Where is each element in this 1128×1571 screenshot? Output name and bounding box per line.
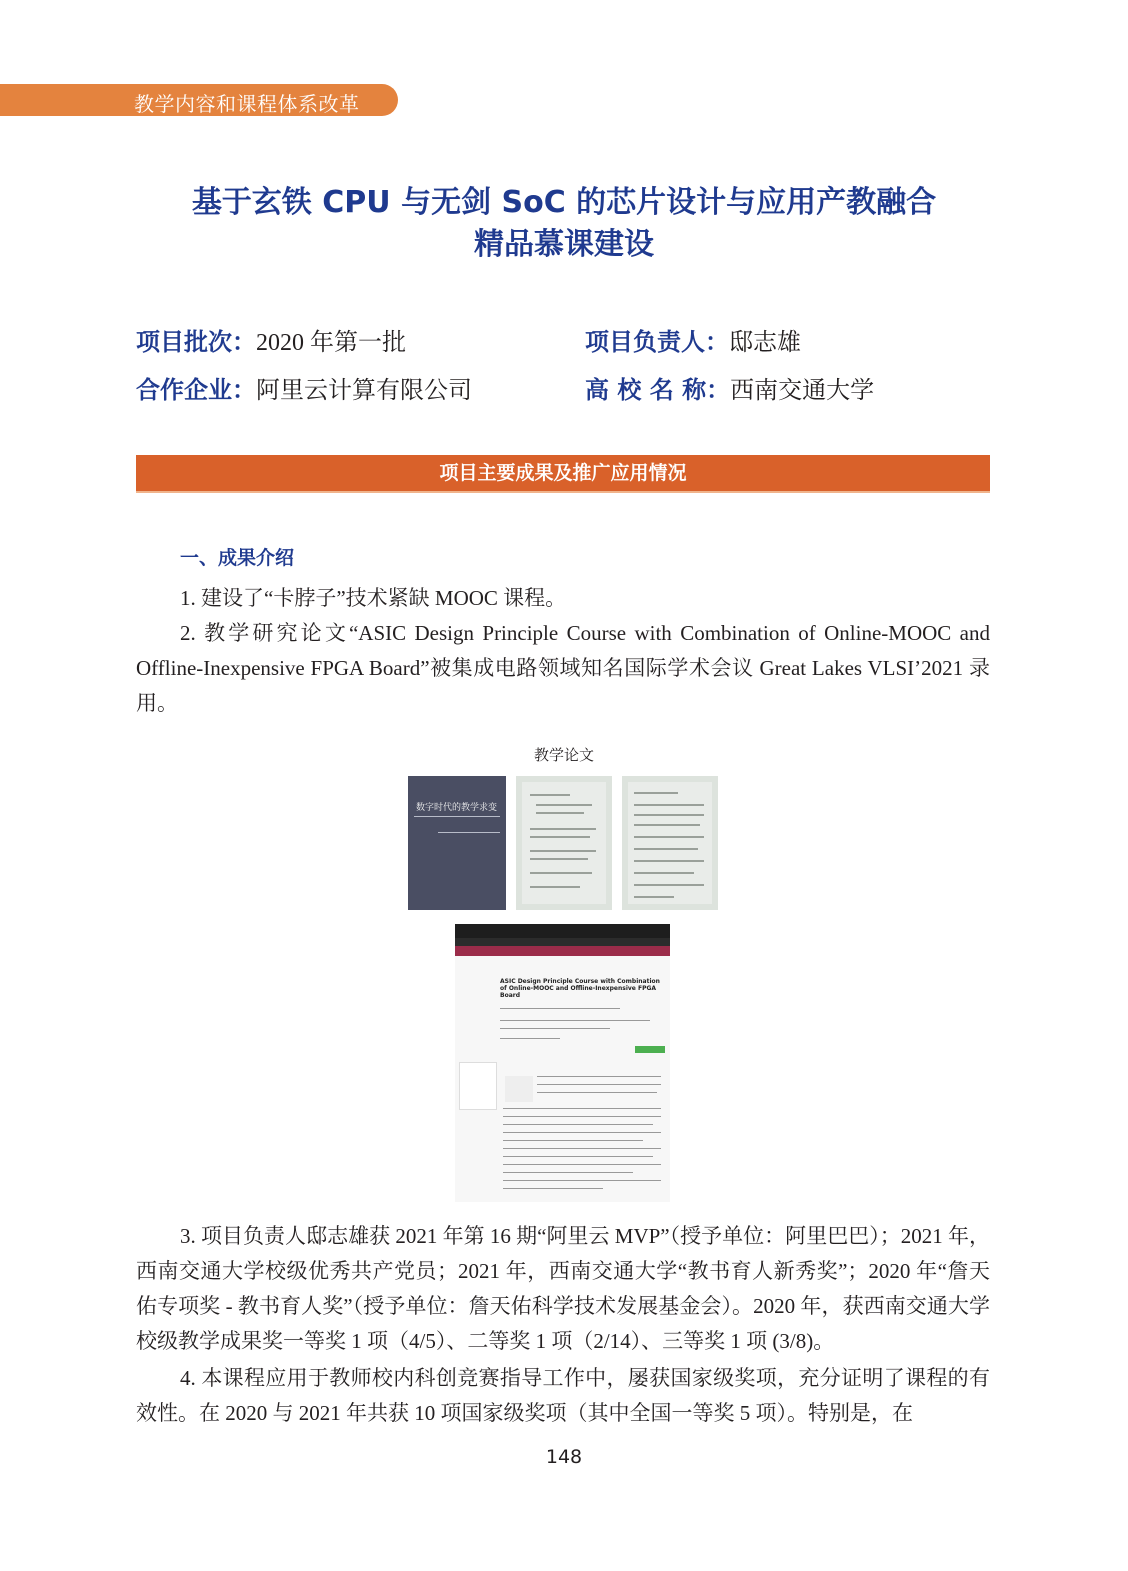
figure-caption: 教学论文 bbox=[533, 746, 594, 764]
meta-company bbox=[136, 370, 472, 405]
paragraph-1: 1. 建设了“卡脖子”技术紧缺 MOOC 课程。 bbox=[180, 586, 567, 610]
paper-page-image-2 bbox=[622, 776, 718, 910]
leader-label: 项目负责人： bbox=[585, 328, 729, 356]
school-label: 高 校 名 称： bbox=[585, 376, 731, 404]
abstract-figure bbox=[505, 1076, 533, 1102]
company-value: 阿里云计算有限公司 bbox=[256, 378, 472, 404]
leader-value: 邸志雄 bbox=[729, 330, 801, 356]
company-label: 合作企业： bbox=[136, 376, 256, 404]
paragraph-2: 2. 教学研究论文“ASIC Design Principle Course with Combination of Online-MOOC and Offline-Inexpensive FPGA Board”被集成电路领域知名国际学术会议 Great Lakes VLSI’2021 录用。 bbox=[136, 621, 990, 715]
paragraph-3: 3. 项目负责人邸志雄获 2021 年第 16 期“阿里云 MVP”（授予单位：阿里巴巴）；2021 年，西南交通大学校级优秀共产党员；2021 年，西南交通大学“教书育人新秀奖”；2020 年“詹天佑专项奖 - 教书育人奖”（授予单位：詹天佑科学技术发展基金会）。2020 年，获西南交通大学校级教学成果奖一等奖 1 项（4/5）、二等奖 1 项（2/14）、三等奖 1 项 (3/8)。 bbox=[136, 1224, 990, 1353]
school-value: 西南交通大学 bbox=[730, 378, 875, 404]
page-title-line-2: 精品慕课建设 bbox=[474, 227, 654, 262]
proceedings-cover bbox=[459, 1062, 497, 1110]
section-banner bbox=[136, 455, 990, 493]
site-subnav bbox=[455, 946, 670, 956]
meta-batch bbox=[136, 322, 406, 357]
site-nav bbox=[455, 938, 670, 946]
meta-leader bbox=[585, 322, 801, 357]
section-tab-label: 教学内容和课程体系改革 bbox=[134, 92, 360, 116]
batch-label: 项目批次： bbox=[136, 328, 256, 356]
batch-value: 2020 年第一批 bbox=[256, 330, 406, 356]
page-title bbox=[0, 182, 1128, 266]
conference-webpage-screenshot bbox=[455, 924, 670, 1202]
page-title-line-1: 基于玄铁 CPU 与无剑 SoC 的芯片设计与应用产教融合 bbox=[191, 185, 937, 220]
meta-school bbox=[585, 370, 874, 405]
download-badge bbox=[635, 1046, 665, 1053]
section-tab bbox=[0, 84, 398, 116]
section-heading: 一、成果介绍 bbox=[180, 547, 295, 569]
page-number: 148 bbox=[545, 1446, 583, 1468]
divider bbox=[414, 816, 500, 817]
paragraph-4: 4. 本课程应用于教师校内科创竞赛指导工作中，屡获国家级奖项，充分证明了课程的有效性。在 2020 与 2021 年共获 10 项国家级奖项（其中全国一等奖 5 项）。特别是，在 bbox=[136, 1366, 990, 1425]
site-header bbox=[455, 924, 670, 938]
section-banner-label: 项目主要成果及推广应用情况 bbox=[439, 462, 687, 484]
divider bbox=[438, 832, 500, 833]
book-title: 数字时代的教学求变 bbox=[416, 802, 498, 812]
book-cover-image bbox=[408, 776, 506, 910]
web-paper-title: ASIC Design Principle Course with Combination of Online-MOOC and Offline-Inexpensive FPGA Board bbox=[500, 978, 660, 999]
paper-page-image-1 bbox=[516, 776, 612, 910]
